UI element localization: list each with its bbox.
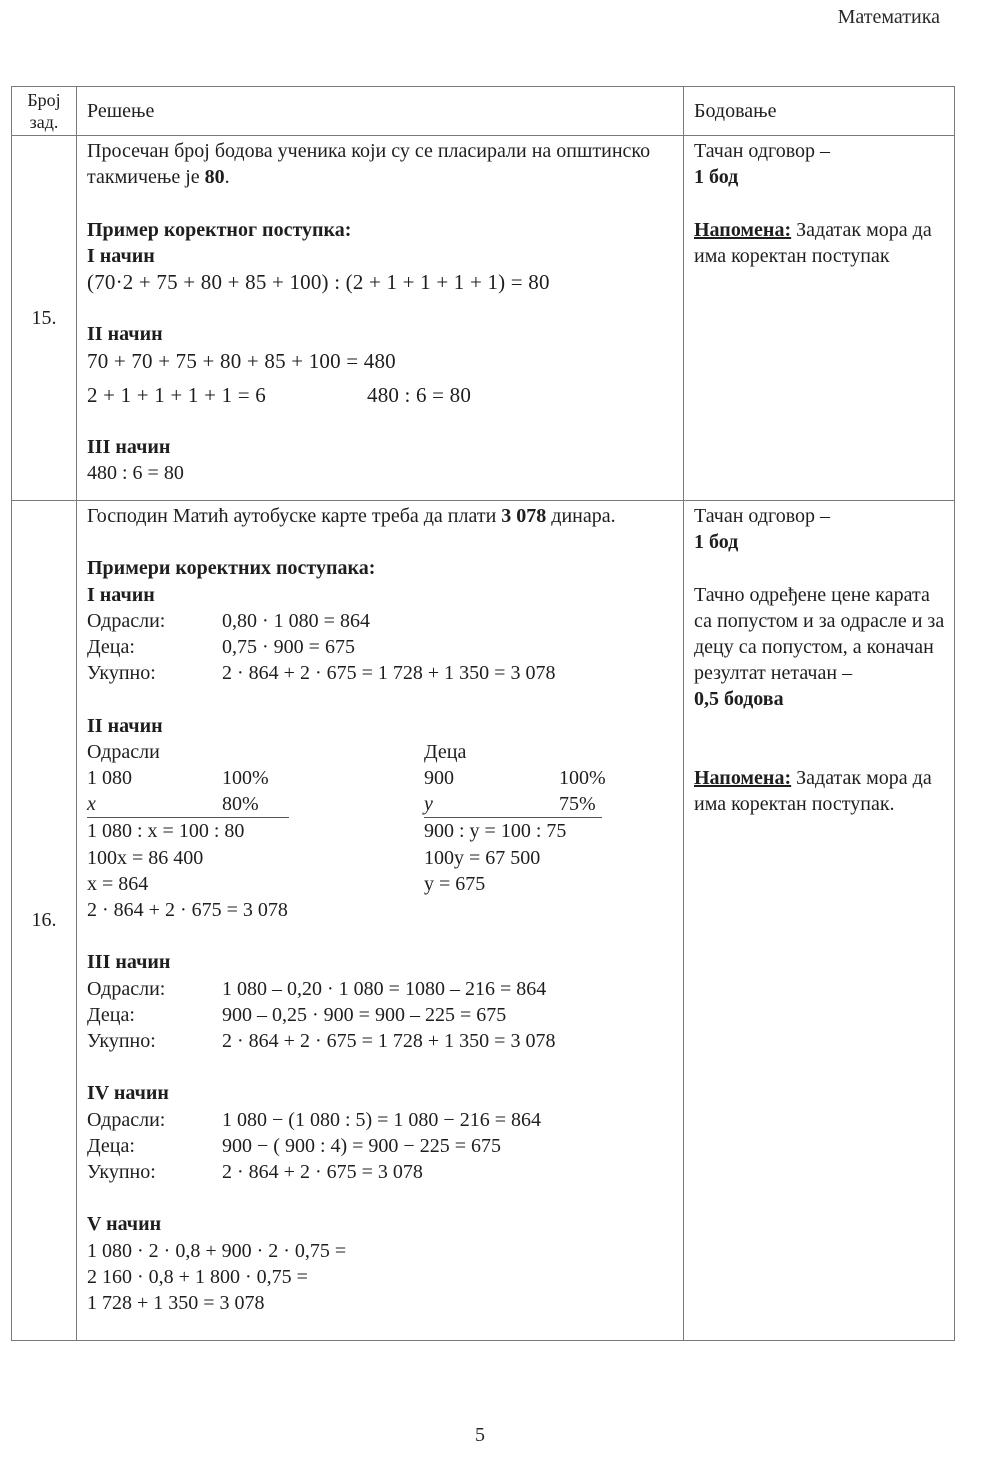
task-number: 16. (12, 501, 77, 1341)
scoring-cell (684, 501, 955, 1341)
solution-cell (77, 501, 684, 1341)
method-expression: 2 + 1 + 1 + 1 + 1 = 6 (87, 382, 266, 407)
header-solution: Решење (77, 87, 684, 136)
note-label: Напомена: (694, 766, 792, 789)
method-title: II начин (87, 323, 163, 346)
method-title: II начин (87, 714, 163, 737)
subject-header: Математика (837, 6, 940, 28)
note-label: Напомена: (694, 218, 792, 241)
method-line: Деца: 900 − ( 900 : 4) = 900 − 225 = 675 (87, 1134, 501, 1157)
method-line: Укупно: 2 · 864 + 2 · 675 = 3 078 (87, 1161, 423, 1184)
method-expression: 480 : 6 = 80 (87, 462, 184, 485)
scoring-correct: Тачан одговор – (694, 140, 831, 162)
method-expression: (70·2 + 75 + 80 + 85 + 100) : (2 + 1 + 1 + 1 + 1) = 80 (87, 270, 550, 294)
method-line: Укупно: 2 · 864 + 2 · 675 = 1 728 + 1 350 = 3 078 (87, 662, 556, 685)
scoring-points: 1 бод (694, 166, 739, 189)
method-line: 1 080 · 2 · 0,8 + 900 · 2 · 0,75 = (87, 1239, 347, 1262)
method-line: Одрасли: 0,80 · 1 080 = 864 (87, 609, 370, 632)
answer-statement: Господин Матић аутобуске карте треба да плати 3 078 динара. (87, 505, 616, 527)
method-expression: 70 + 70 + 75 + 80 + 85 + 100 = 480 (87, 348, 396, 373)
table-header-row (12, 87, 955, 136)
method-line: 2 160 · 0,8 + 1 800 · 0,75 = (87, 1265, 308, 1288)
scoring-correct: Тачан одговор – (694, 505, 831, 527)
proportion-columns (87, 739, 675, 897)
table-row (12, 136, 955, 501)
page-number: 5 (475, 1424, 485, 1446)
method-title: I начин (87, 583, 155, 606)
example-heading: Примери коректних поступака: (87, 557, 376, 580)
scoring-points: 1 бод (694, 531, 739, 554)
example-heading: Пример коректног поступка: (87, 218, 352, 241)
proportion-adults: Одрасли 1 080 100% x 80% 1 080 : x = 100 : 80 100x = 86 400 x = 864 (87, 739, 424, 897)
scoring-note: Напомена: Задатак мора да има коректан поступак. (694, 766, 932, 816)
method-line: Деца: 900 – 0,25 · 900 = 900 – 225 = 675 (87, 1003, 507, 1026)
solution-cell (77, 136, 684, 501)
method-title: V начин (87, 1213, 162, 1236)
scoring-cell (684, 136, 955, 501)
scoring-partial: Тачно одређене цене карата са попустом и за одрасле и за децу са попустом, а коначан резултат нетачан – (694, 583, 945, 685)
header-scoring: Бодовање (684, 87, 955, 136)
scoring-note: Напомена: Задатак мора да има коректан поступак (694, 218, 932, 267)
proportion-children: Деца 900 100% y 75% 900 : y = 100 : 75 100y = 67 500 y = 675 (424, 740, 606, 895)
method-expression: 480 : 6 = 80 (367, 382, 472, 407)
method-line: Одрасли: 1 080 − (1 080 : 5) = 1 080 − 216 = 864 (87, 1108, 541, 1131)
method-title: III начин (87, 436, 171, 459)
method-line: Одрасли: 1 080 – 0,20 · 1 080 = 1080 – 216 = 864 (87, 977, 547, 1000)
method-line: Укупно: 2 · 864 + 2 · 675 = 1 728 + 1 350 = 3 078 (87, 1030, 556, 1053)
method-line: Деца: 0,75 · 900 = 675 (87, 636, 355, 658)
method-title: I начин (87, 244, 155, 267)
method-line: 2 · 864 + 2 · 675 = 3 078 (87, 899, 288, 922)
task-number: 15. (12, 136, 77, 501)
header-task-number: Број зад. (12, 87, 77, 136)
method-title: III начин (87, 951, 171, 974)
answer-statement: Просечан број бодова ученика који су се пласирали на општинско такмичење је 80. (87, 140, 651, 189)
table-row (12, 501, 955, 1341)
method-title: IV начин (87, 1082, 169, 1105)
method-line: 1 728 + 1 350 = 3 078 (87, 1292, 265, 1315)
scoring-partial-points: 0,5 бодова (694, 688, 784, 711)
answer-key-table (11, 86, 955, 1341)
